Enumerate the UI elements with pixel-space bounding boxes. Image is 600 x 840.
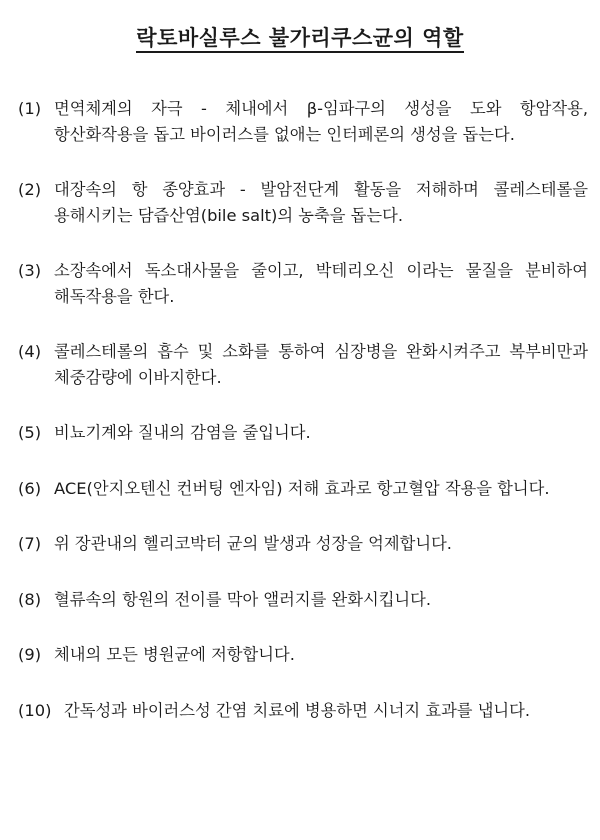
- item-text: 간독성과 바이러스성 간염 치료에 병용하면 시너지 효과를 냅니다.: [64, 700, 531, 720]
- item-number: (10): [18, 700, 52, 720]
- page-title: [0, 22, 600, 52]
- page-title-text: 락토바실루스 불가리쿠스균의 역할: [136, 26, 463, 53]
- item-text: 위 장관내의 헬리코박터 균의 발생과 성장을 억제합니다.: [54, 534, 452, 553]
- list-item: [18, 642, 588, 668]
- item-text: ACE(안지오텐신 컨버팅 엔자임) 저해 효과로 항고혈압 작용을 합니다.: [54, 478, 550, 498]
- item-text: 면역체계의 자극 - 체내에서 β-임파구의 생성을 도와 항암작용, 항산화작용을 돕고 바이러스를 없애는 인터페론의 생성을 돕는다.: [54, 99, 588, 144]
- item-number: (4): [18, 342, 42, 361]
- list-item: [18, 698, 588, 724]
- list-item: [18, 177, 588, 228]
- item-number: (9): [18, 645, 42, 664]
- list-item: [18, 258, 588, 309]
- item-text: 대장속의 항 종양효과 - 발암전단계 활동을 저해하며 콜레스테롤을 용해시키는 담즙산염(bile salt)의 농축을 돕는다.: [54, 180, 588, 225]
- item-number: (2): [18, 180, 42, 199]
- item-number: (1): [18, 99, 42, 118]
- item-number: (7): [18, 534, 42, 553]
- list-item: [18, 420, 588, 446]
- item-number: (3): [18, 261, 42, 280]
- item-text: 콜레스테롤의 흡수 및 소화를 통하여 심장병을 완화시켜주고 복부비만과 체중감량에 이바지한다.: [54, 342, 588, 387]
- list-item: [18, 476, 588, 502]
- item-text: 소장속에서 독소대사물을 줄이고, 박테리오신 이라는 물질을 분비하여 해독작용을 한다.: [54, 261, 588, 306]
- list-item: [18, 96, 588, 147]
- item-text: 비뇨기계와 질내의 감염을 줄입니다.: [54, 423, 311, 442]
- role-list: [18, 96, 588, 753]
- item-number: (8): [18, 589, 42, 609]
- item-number: (6): [18, 478, 42, 498]
- item-number: (5): [18, 423, 42, 442]
- list-item: [18, 339, 588, 390]
- item-text: 혈류속의 항원의 전이를 막아 앨러지를 완화시킵니다.: [54, 589, 432, 609]
- list-item: [18, 531, 588, 557]
- list-item: [18, 587, 588, 613]
- item-text: 체내의 모든 병원균에 저항합니다.: [54, 645, 295, 664]
